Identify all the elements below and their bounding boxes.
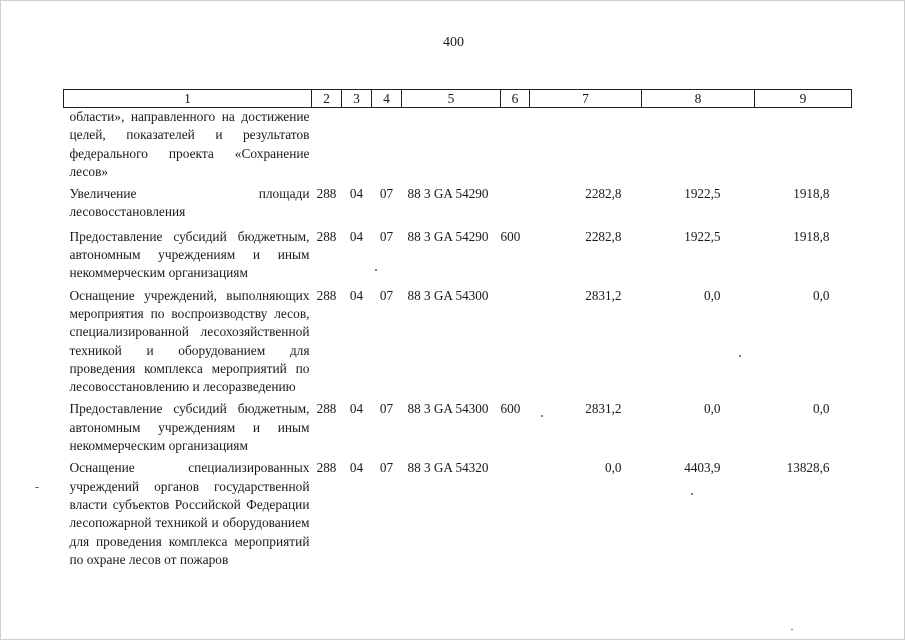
scan-speck [35, 487, 39, 488]
cell-amount-col9: 0,0 [813, 401, 830, 417]
row-name: области», направленного на достижение целей, показателей и результатов федерального проекта «Сохранение лесов» [69, 109, 310, 179]
cell-ministry-code: 288 [316, 287, 337, 303]
cell-section: 04 [349, 228, 364, 244]
scan-speck [375, 269, 377, 271]
cell-expense-type [501, 183, 530, 224]
cell-expense-type [501, 457, 530, 571]
column-header-4: 4 [372, 90, 402, 108]
column-header-7: 7 [530, 90, 642, 108]
cell-expense-type: 600 [500, 228, 521, 244]
cell-amount-col9: 1918,8 [793, 186, 830, 202]
cell-amount-col7 [530, 108, 642, 184]
table-row [64, 398, 852, 457]
scan-speck [739, 355, 741, 357]
cell-expense-type [501, 285, 530, 399]
cell-subsection: 07 [379, 287, 394, 303]
cell-amount-col8: 4403,9 [684, 460, 721, 476]
cell-section: 04 [349, 460, 364, 476]
cell-amount-col8: 0,0 [704, 401, 721, 417]
cell-amount-col9: 13828,6 [786, 460, 830, 476]
scan-speck [691, 493, 693, 495]
row-name: Оснащение специализированных учреждений органов государственной власти субъектов Российской Федерации лесопожарной техникой и оборудованием для проведения комплекса мероприятий по охране лесов от пожаров [69, 460, 310, 567]
cell-amount-col7: 2831,2 [585, 401, 622, 417]
budget-table [63, 89, 852, 571]
cell-amount-col7: 2282,8 [585, 186, 622, 202]
cell-ministry-code [312, 108, 342, 184]
cell-subsection: 07 [379, 460, 394, 476]
cell-amount-col8: 0,0 [704, 287, 721, 303]
cell-amount-col7: 0,0 [605, 460, 622, 476]
cell-amount-col8: 1922,5 [684, 186, 721, 202]
cell-target-article: 88 3 GA 54290 [407, 186, 489, 202]
cell-amount-col7: 2282,8 [585, 228, 622, 244]
row-name: Увеличение площади лесовосстановления [69, 186, 310, 220]
cell-ministry-code: 288 [316, 401, 337, 417]
cell-subsection [372, 108, 402, 184]
scan-speck [541, 415, 543, 417]
cell-section [342, 108, 372, 184]
cell-section: 04 [349, 401, 364, 417]
cell-expense-type [501, 108, 530, 184]
table-header-row [64, 90, 852, 108]
table-row [64, 285, 852, 399]
table-row [64, 457, 852, 571]
cell-section: 04 [349, 287, 364, 303]
cell-section: 04 [349, 186, 364, 202]
page-number: 400 [443, 35, 464, 50]
cell-target-article [402, 108, 501, 184]
column-header-8: 8 [642, 90, 755, 108]
column-header-2: 2 [312, 90, 342, 108]
cell-subsection: 07 [379, 228, 394, 244]
column-header-6: 6 [501, 90, 530, 108]
column-header-5: 5 [402, 90, 501, 108]
cell-expense-type: 600 [500, 401, 521, 417]
table-row [64, 224, 852, 285]
row-name: Предоставление субсидий бюджетным, автономным учреждениям и иным некоммерческим организациям [69, 228, 310, 281]
cell-target-article: 88 3 GA 54300 [407, 287, 489, 303]
cell-ministry-code: 288 [316, 228, 337, 244]
column-header-3: 3 [342, 90, 372, 108]
cell-subsection: 07 [379, 401, 394, 417]
cell-target-article: 88 3 GA 54320 [407, 460, 489, 476]
cell-target-article: 88 3 GA 54300 [407, 401, 489, 417]
cell-amount-col7: 2831,2 [585, 287, 622, 303]
cell-target-article: 88 3 GA 54290 [407, 228, 489, 244]
scan-speck [791, 629, 793, 630]
cell-ministry-code: 288 [316, 186, 337, 202]
column-header-9: 9 [755, 90, 852, 108]
column-header-1: 1 [64, 90, 312, 108]
table-row [64, 183, 852, 224]
row-name: Предоставление субсидий бюджетным, автономным учреждениям и иным некоммерческим организациям [69, 401, 310, 454]
cell-subsection: 07 [379, 186, 394, 202]
row-name: Оснащение учреждений, выполняющих мероприятия по воспроизводству лесов, специализированной лесохозяйственной техникой и оборудованием для проведения комплекса мероприятий по лесовосстановлению и лесоразведению [69, 287, 310, 395]
cell-amount-col8: 1922,5 [684, 228, 721, 244]
cell-amount-col9: 1918,8 [793, 228, 830, 244]
cell-ministry-code: 288 [316, 460, 337, 476]
cell-amount-col9 [755, 108, 852, 184]
cell-amount-col9: 0,0 [813, 287, 830, 303]
table-row [64, 108, 852, 184]
cell-amount-col8 [642, 108, 755, 184]
